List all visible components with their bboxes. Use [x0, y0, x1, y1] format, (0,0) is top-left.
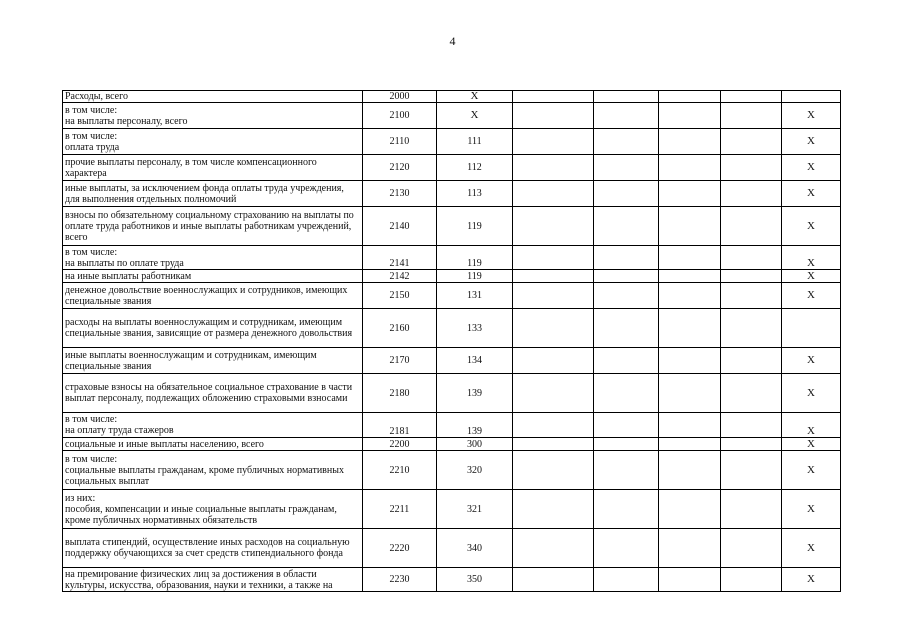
row-name: на иные выплаты работникам	[63, 270, 363, 283]
row-mark: X	[782, 103, 841, 129]
table-row	[63, 529, 841, 568]
table-row	[63, 374, 841, 413]
row-kosgu: 139	[437, 374, 513, 413]
row-name: расходы на выплаты военнослужащим и сотрудникам, имеющим специальные звания, зависящие от размера денежного довольствия	[63, 309, 363, 348]
table-row	[63, 129, 841, 155]
table-row	[63, 413, 841, 438]
row-mark: X	[782, 181, 841, 207]
table-row	[63, 451, 841, 490]
row-code: 2150	[363, 283, 437, 309]
row-mark: X	[782, 413, 841, 438]
row-code: 2141	[363, 246, 437, 270]
row-code: 2180	[363, 374, 437, 413]
row-kosgu: 300	[437, 438, 513, 451]
row-name: социальные и иные выплаты населению, всего	[63, 438, 363, 451]
table-row	[63, 348, 841, 374]
row-mark: X	[782, 283, 841, 309]
row-name: в том числе: на оплату труда стажеров	[65, 414, 174, 436]
row-kosgu: 119	[437, 207, 513, 246]
row-kosgu: X	[437, 103, 513, 129]
row-mark: X	[782, 374, 841, 413]
table-row	[63, 438, 841, 451]
row-mark: X	[782, 438, 841, 451]
row-kosgu: 119	[437, 270, 513, 283]
table-row	[63, 283, 841, 309]
row-mark	[782, 91, 841, 103]
table-row	[63, 91, 841, 103]
row-name: из них: пособия, компенсации и иные социальные выплаты гражданам, кроме публичных нормативных обязательств	[65, 492, 337, 526]
row-kosgu: 131	[437, 283, 513, 309]
row-name: в том числе: оплата труда	[65, 130, 120, 153]
row-name: в том числе: социальные выплаты гражданам, кроме публичных нормативных социальных выплат	[65, 453, 344, 487]
row-code: 2160	[363, 309, 437, 348]
row-kosgu: 340	[437, 529, 513, 568]
table-row	[63, 490, 841, 529]
table-row	[63, 207, 841, 246]
row-code: 2170	[363, 348, 437, 374]
row-name: иные выплаты, за исключением фонда оплаты труда учреждения, для выполнения отдельных полномочий	[63, 181, 363, 207]
row-name: страховые взносы на обязательное социальное страхование в части выплат персоналу, подлежащих обложению страховыми взносами	[63, 374, 363, 413]
row-kosgu: 112	[437, 155, 513, 181]
row-mark: X	[782, 207, 841, 246]
row-code: 2211	[363, 490, 437, 529]
table-row	[63, 246, 841, 270]
row-code: 2140	[363, 207, 437, 246]
row-kosgu: 111	[437, 129, 513, 155]
row-code: 2200	[363, 438, 437, 451]
row-code: 2130	[363, 181, 437, 207]
row-mark: X	[782, 490, 841, 529]
row-kosgu: 134	[437, 348, 513, 374]
row-mark: X	[782, 155, 841, 181]
row-kosgu: 113	[437, 181, 513, 207]
row-mark: X	[782, 568, 841, 592]
row-name: в том числе: на выплаты персоналу, всего	[65, 104, 188, 127]
row-mark: X	[782, 348, 841, 374]
row-name: взносы по обязательному социальному страхованию на выплаты по оплате труда работников и иные выплаты работникам учреждений, всего	[63, 207, 363, 246]
row-kosgu: 321	[437, 490, 513, 529]
row-kosgu: 350	[437, 568, 513, 592]
table-row	[63, 568, 841, 592]
row-code: 2220	[363, 529, 437, 568]
row-mark: X	[782, 270, 841, 283]
row-code: 2181	[363, 413, 437, 438]
row-name: денежное довольствие военнослужащих и сотрудников, имеющих специальные звания	[63, 283, 363, 309]
table-row	[63, 181, 841, 207]
row-mark: X	[782, 529, 841, 568]
row-mark: X	[782, 129, 841, 155]
row-kosgu: 320	[437, 451, 513, 490]
row-name: Расходы, всего	[63, 91, 363, 103]
row-code: 2142	[363, 270, 437, 283]
table-row	[63, 103, 841, 129]
row-kosgu: X	[437, 91, 513, 103]
row-code: 2230	[363, 568, 437, 592]
table-row	[63, 309, 841, 348]
row-code: 2110	[363, 129, 437, 155]
row-code: 2100	[363, 103, 437, 129]
table-row	[63, 270, 841, 283]
table-row	[63, 155, 841, 181]
row-code: 2000	[363, 91, 437, 103]
row-mark	[782, 309, 841, 348]
budget-expenses-table	[62, 90, 841, 592]
row-mark: X	[782, 451, 841, 490]
row-kosgu: 119	[437, 246, 513, 270]
page-number: 4	[449, 34, 456, 48]
row-code: 2120	[363, 155, 437, 181]
row-name: на премирование физических лиц за достижения в области культуры, искусства, образования, науки и техники, а также на	[63, 568, 363, 592]
row-kosgu: 139	[437, 413, 513, 438]
row-mark: X	[782, 246, 841, 270]
row-name: иные выплаты военнослужащим и сотрудникам, имеющим специальные звания	[63, 348, 363, 374]
row-kosgu: 133	[437, 309, 513, 348]
row-name: в том числе: на выплаты по оплате труда	[65, 246, 184, 269]
row-code: 2210	[363, 451, 437, 490]
row-name: прочие выплаты персоналу, в том числе компенсационного характера	[63, 155, 363, 181]
row-name: выплата стипендий, осуществление иных расходов на социальную поддержку обучающихся за счет средств стипендиального фонда	[63, 529, 363, 568]
